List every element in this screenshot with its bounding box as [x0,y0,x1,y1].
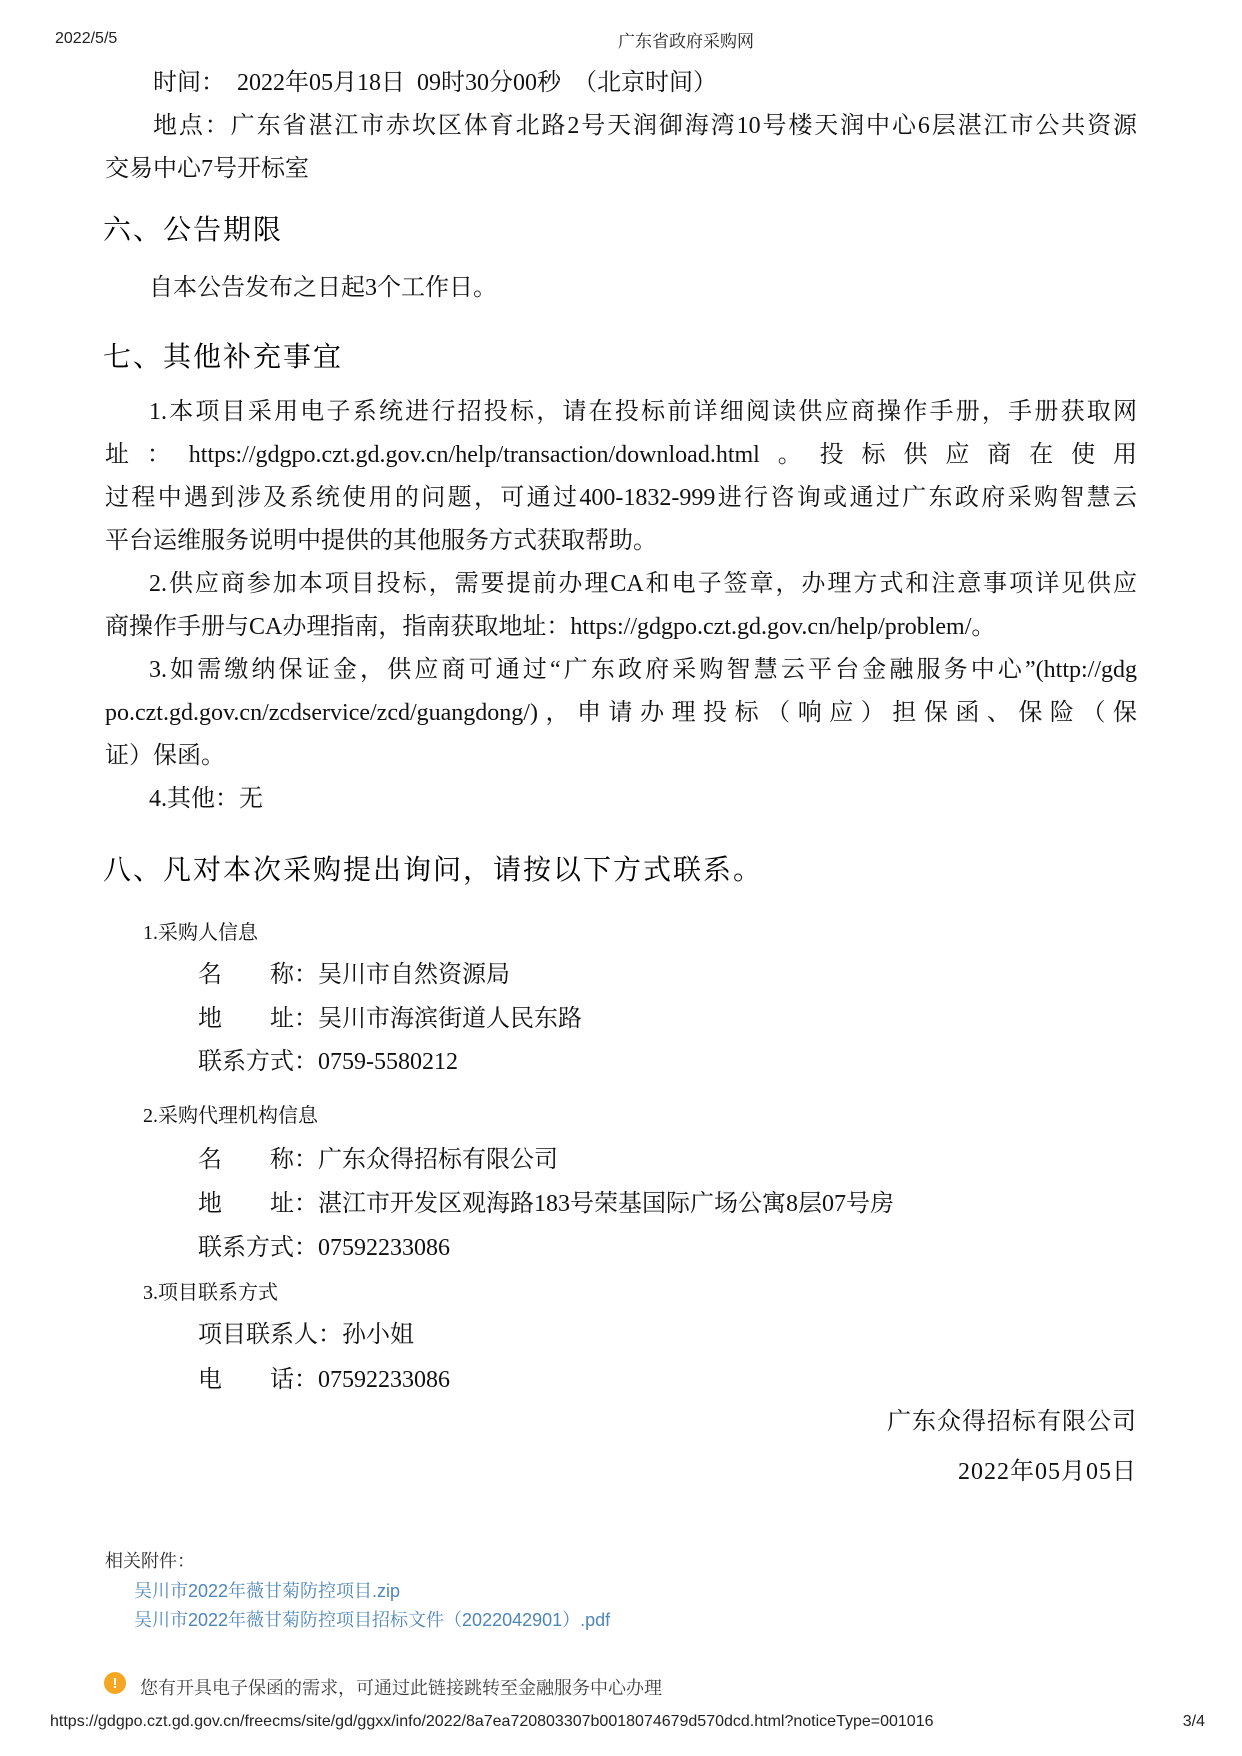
footer-url: https://gdgpo.czt.gd.gov.cn/freecms/site/gd/ggxx/info/2022/8a7ea720803307b0018074679d570dcd.html?noticeType=001016 [50,1713,934,1730]
section-7-p4: 4.其他：无 [149,786,263,812]
section-7-p2-line-2: 商操作手册与CA办理指南，指南获取地址：https://gdgpo.czt.gd.gov.cn/help/problem/。 [105,614,996,640]
section-7-p3-line-1: 3.如需缴纳保证金，供应商可通过“广东政府采购智慧云平台金融服务中心”(http://gdg [149,657,1137,683]
section-7-p2-line-1: 2.供应商参加本项目投标，需要提前办理CA和电子签章，办理方式和注意事项详见供应 [149,571,1137,597]
section-7-heading: 七、其他补充事宜 [103,342,344,373]
section-7-p1-line-3: 过程中遇到涉及系统使用的问题，可通过400-1832-999进行咨询或通过广东政府采购智慧云 [105,485,1137,511]
bid-opening-time-line: 时间： 2022年05月18日 09时30分00秒 （北京时间） [153,70,717,96]
signature-date: 2022年05月05日 [958,1459,1137,1485]
section-8-heading: 八、凡对本次采购提出询问，请按以下方式联系。 [103,855,764,886]
bid-opening-venue-line-2: 交易中心7号开标室 [105,156,309,182]
purchaser-info-title: 1.采购人信息 [143,922,258,944]
section-7-p1-line-4: 平台运维服务说明中提供的其他服务方式获取帮助。 [105,528,657,554]
attachments-label: 相关附件： [105,1551,195,1571]
header-site-title: 广东省政府采购网 [618,32,754,51]
section-7-p1-line-1: 1.本项目采用电子系统进行招投标，请在投标前详细阅读供应商操作手册，手册获取网 [149,399,1137,425]
agency-contact: 联系方式：07592233086 [198,1235,450,1261]
agency-name: 名 称：广东众得招标有限公司 [198,1147,558,1173]
section-7-p1-line-2: 址：https://gdgpo.czt.gd.gov.cn/help/transaction/download.html。投标供应商在使用 [105,442,1137,468]
agency-info-title: 2.采购代理机构信息 [143,1105,318,1127]
guarantee-notice-link[interactable]: 您有开具电子保函的需求，可通过此链接跳转至金融服务中心办理 [140,1678,662,1698]
section-6-body: 自本公告发布之日起3个工作日。 [149,275,497,301]
attachment-link-pdf[interactable]: 吴川市2022年薇甘菊防控项目招标文件（2022042901）.pdf [134,1610,611,1630]
purchaser-name: 名 称：吴川市自然资源局 [198,962,510,988]
bid-opening-venue-line-1: 地点：广东省湛江市赤坎区体育北路2号天润御海湾10号楼天润中心6层湛江市公共资源 [153,113,1137,139]
footer-page-number: 3/4 [1182,1713,1205,1730]
purchaser-contact: 联系方式：0759-5580212 [198,1049,458,1075]
section-6-heading: 六、公告期限 [103,215,284,246]
header-date: 2022/5/5 [55,30,118,47]
agency-address: 地 址：湛江市开发区观海路183号荣基国际广场公寓8层07号房 [198,1191,894,1217]
warning-icon: ! [104,1672,126,1694]
section-7-p3-line-3: 证）保函。 [105,743,225,769]
section-7-p3-line-2: po.czt.gd.gov.cn/zcdservice/zcd/guangdong/)，申请办理投标（响应）担保函、保险（保 [105,700,1137,726]
project-contact-person: 项目联系人：孙小姐 [198,1322,414,1348]
signature-company: 广东众得招标有限公司 [887,1409,1137,1435]
project-contact-title: 3.项目联系方式 [143,1282,278,1304]
purchaser-address: 地 址：吴川市海滨街道人民东路 [198,1006,582,1032]
project-contact-phone: 电 话：07592233086 [198,1367,450,1393]
attachment-link-zip[interactable]: 吴川市2022年薇甘菊防控项目.zip [134,1581,401,1601]
